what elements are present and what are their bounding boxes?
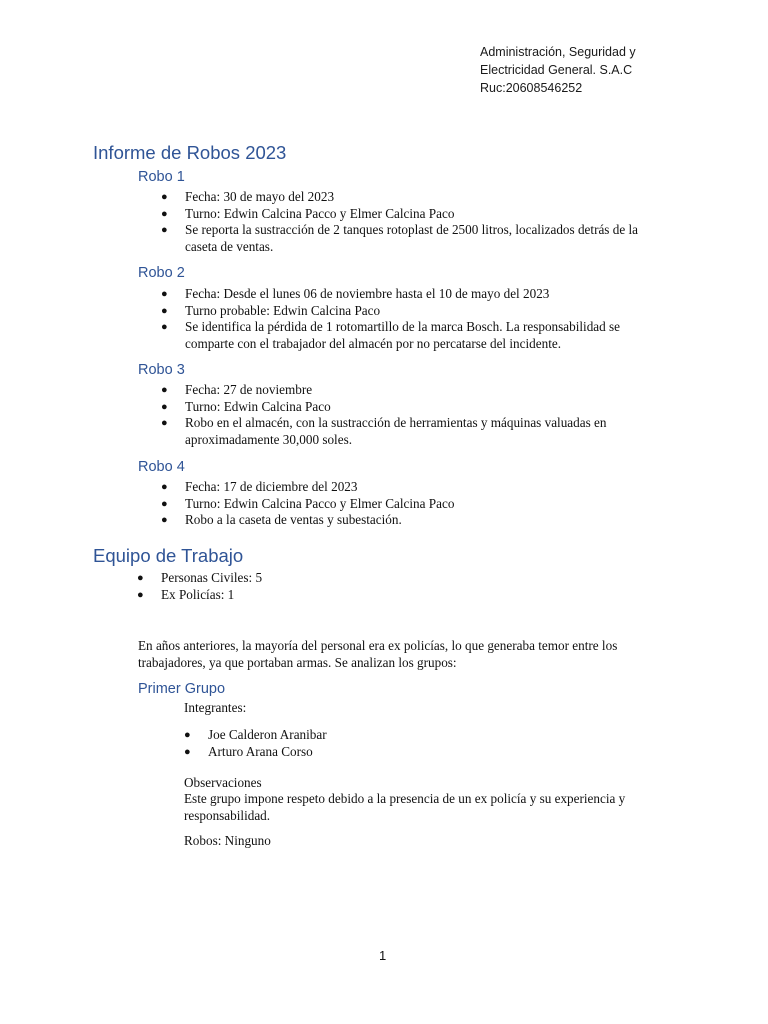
list-item: ● Fecha: 30 de mayo del 2023 (161, 189, 335, 204)
bullet-icon: ● (137, 572, 144, 584)
robo-1-heading: Robo 1 (138, 169, 185, 185)
bullet-icon: ● (161, 417, 168, 429)
equipo-list (137, 570, 561, 603)
robo-2-heading: Robo 2 (138, 265, 185, 281)
list-item: ● Robo en el almacén, con la sustracción de herramientas y máquinas valuadas en aproximadamente 30,000 soles. (161, 415, 607, 447)
bullet-icon: ● (161, 191, 168, 203)
bullet-icon: ● (161, 288, 168, 300)
primer-grupo-heading: Primer Grupo (138, 681, 226, 697)
bullet-icon: ● (161, 321, 168, 333)
list-item: ● Se reporta la sustracción de 2 tanques rotoplast de 2500 litros, localizados detrás de la caseta de ventas. (161, 222, 638, 254)
company-header (480, 43, 636, 97)
bullet-icon: ● (161, 207, 168, 220)
page-number: 1 (379, 948, 387, 963)
bullet-icon: ● (161, 304, 168, 317)
list-item: ● Turno: Edwin Calcina Pacco y Elmer Calcina Paco (161, 495, 455, 511)
bullet-icon: ● (161, 224, 168, 236)
list-item: ● Fecha: 17 de diciembre del 2023 (161, 479, 358, 494)
robo-4-list (161, 479, 655, 529)
list-item: ● Turno: Edwin Calcina Paco (161, 398, 331, 414)
list-item: ● Fecha: 27 de noviembre (161, 382, 313, 397)
company-ruc: Ruc:20608546252 (480, 81, 583, 95)
robo-2-list (161, 286, 645, 352)
list-item: ● Ex Policías: 1 (137, 586, 235, 602)
bullet-icon: ● (161, 481, 168, 493)
list-item: ● Robo a la caseta de ventas y subestación. (161, 512, 402, 527)
bullet-icon: ● (137, 588, 144, 601)
observaciones-label: Observaciones (184, 775, 262, 790)
bullet-icon: ● (184, 729, 191, 741)
robo-4-heading: Robo 4 (138, 459, 185, 475)
observaciones-text: Este grupo impone respeto debido a la presencia de un ex policía y su experiencia y responsabilidad. (184, 791, 626, 823)
list-item: ● Turno probable: Edwin Calcina Paco (161, 302, 381, 318)
company-name-line2: Electricidad General. S.A.C (480, 63, 633, 77)
integrantes-list (184, 727, 508, 760)
list-item: ● Se identifica la pérdida de 1 rotomartillo de la marca Bosch. La responsabilidad se comparte con el trabajador del almacén por no percatarse del incidente. (161, 319, 621, 351)
equipo-heading: Equipo de Trabajo (93, 545, 244, 566)
list-item: ● Fecha: Desde el lunes 06 de noviembre hasta el 10 de mayo del 2023 (161, 286, 550, 301)
list-item: ● Turno: Edwin Calcina Pacco y Elmer Calcina Paco (161, 205, 455, 221)
company-name-line1: Administración, Seguridad y (480, 45, 636, 59)
list-item: ● Personas Civiles: 5 (137, 570, 263, 585)
equipo-intro: En años anteriores, la mayoría del personal era ex policías, lo que generaba temor entre los trabajadores, ya que portaban armas. Se analizan los grupos: (138, 638, 618, 670)
bullet-icon: ● (161, 514, 168, 526)
bullet-icon: ● (161, 384, 168, 396)
robo-3-heading: Robo 3 (138, 362, 185, 378)
robo-1-list (161, 189, 660, 255)
list-item: ● Joe Calderon Aranibar (184, 727, 327, 742)
bullet-icon: ● (184, 745, 191, 758)
integrantes-label: Integrantes: (184, 700, 247, 715)
report-title: Informe de Robos 2023 (93, 142, 287, 163)
bullet-icon: ● (161, 400, 168, 413)
list-item: ● Arturo Arana Corso (184, 743, 313, 759)
robo-3-list (161, 382, 635, 448)
robos-summary: Robos: Ninguno (184, 833, 271, 848)
bullet-icon: ● (161, 497, 168, 510)
